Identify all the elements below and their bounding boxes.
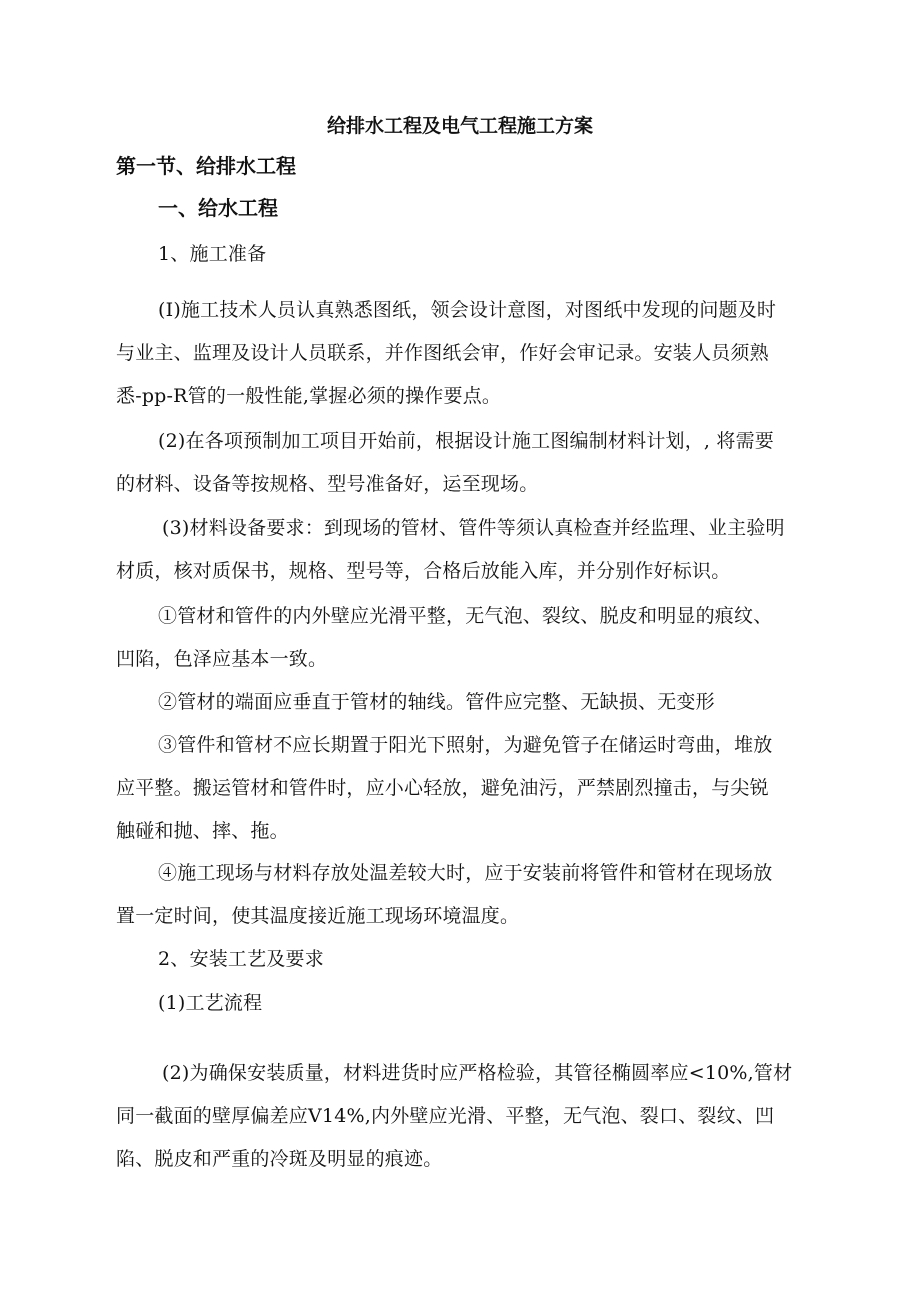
- item-subheading: (1)工艺流程: [158, 992, 263, 1014]
- section-heading: 第一节、给排水工程: [116, 154, 296, 178]
- paragraph-line: 应平整。搬运管材和管件时，应小心轻放，避免油污，严禁剧烈撞击，与尖锐: [116, 777, 769, 799]
- paragraph-line: ②管材的端面应垂直于管材的轴线。管件应完整、无缺损、无变形: [158, 691, 715, 713]
- paragraph-line: 悉-pp-R管的一般性能,掌握必须的操作要点。: [116, 385, 502, 407]
- item-heading: 1、施工准备: [158, 243, 267, 265]
- paragraph-line: 置一定时间，使其温度接近施工现场环境温度。: [116, 905, 520, 927]
- paragraph-line: 触碰和抛、摔、拖。: [116, 820, 289, 842]
- paragraph-line: 的材料、设备等按规格、型号准备好，运至现场。: [116, 473, 539, 495]
- paragraph-line: ①管材和管件的内外壁应光滑平整，无气泡、裂纹、脱皮和明显的痕纹、: [158, 605, 773, 627]
- document-title: 给排水工程及电气工程施工方案: [326, 115, 593, 137]
- paragraph-line: ③管件和管材不应长期置于阳光下照射，为避免管子在储运时弯曲，堆放: [158, 734, 773, 756]
- subsection-heading: 一、给水工程: [158, 196, 278, 220]
- paragraph-line: ④施工现场与材料存放处温差较大时，应于安装前将管件和管材在现场放: [158, 862, 773, 884]
- paragraph-line: 与业主、监理及设计人员联系，并作图纸会审，作好会审记录。安装人员须熟: [116, 342, 769, 364]
- paragraph-line: (3)材料设备要求：到现场的管材、管件等须认真检查并经监理、业主验明: [162, 517, 785, 539]
- paragraph-line: 材质，核对质保书，规格、型号等，合格后放能入库，并分别作好标识。: [116, 560, 731, 582]
- paragraph-line: 凹陷，色泽应基本一致。: [116, 648, 328, 670]
- paragraph-line: (2)在各项预制加工项目开始前，根据设计施工图编制材料计划，, 将需要: [158, 430, 774, 452]
- paragraph-line: 同一截面的壁厚偏差应V14%,内外壁应光滑、平整，无气泡、裂口、裂纹、凹: [116, 1105, 775, 1127]
- paragraph-line: (I)施工技术人员认真熟悉图纸，领会设计意图，对图纸中发现的问题及时: [158, 299, 777, 321]
- paragraph-line: 陷、脱皮和严重的冷斑及明显的痕迹。: [116, 1148, 443, 1170]
- paragraph-line: (2)为确保安装质量，材料进货时应严格检验，其管径椭圆率应<10%,管材: [162, 1062, 793, 1084]
- item-heading: 2、安装工艺及要求: [158, 948, 324, 970]
